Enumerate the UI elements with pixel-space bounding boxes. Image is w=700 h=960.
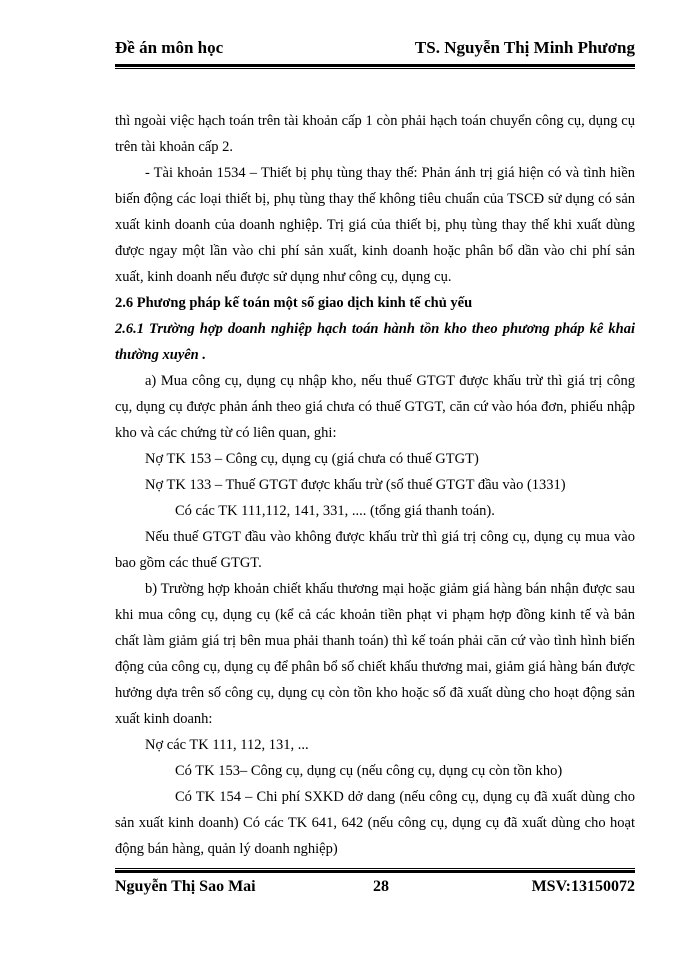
paragraph-a: a) Mua công cụ, dụng cụ nhập kho, nếu thuế GTGT được khấu trừ thì giá trị công cụ, dụng cụ được phản ánh theo giá chưa có thuế GTGT, căn cứ vào hóa đơn, phiếu nhập kho và các chứng từ có liên quan, ghi: xyxy=(115,373,635,441)
entry-co-tk111: Có các TK 111,112, 141, 331, .... (tổng giá thanh toán). xyxy=(175,503,495,519)
page-footer xyxy=(115,878,635,902)
entry-no-tk153: Nợ TK 153 – Công cụ, dụng cụ (giá chưa có thuế GTGT) xyxy=(145,451,479,467)
entry-co-tk154: Có TK 154 – Chi phí SXKD dở dang (nếu công cụ, dụng cụ đã xuất dùng cho sản xuất kinh doanh) Có các TK 641, 642 (nếu công cụ, dụng cụ đã xuất dùng cho hoạt động bán hàng, quản lý doanh nghiệp) xyxy=(115,789,635,857)
paragraph-b: b) Trường hợp khoản chiết khấu thương mại hoặc giảm giá hàng bán nhận được sau khi mua công cụ, dụng cụ (kể cả các khoản tiền phạt vi phạm hợp đồng kinh tế và bản chất làm giảm giá trị bên mua phải thanh toán) thì kế toán phải căn cứ vào tình hình biến động của công cụ, dụng cụ để phân bổ số chiết khấu thương mai, giảm giá hàng bán được hưởng dựa trên số công cụ, dụng cụ còn tồn kho hoặc số đã xuất dùng cho hoạt động sản xuất kinh doanh: xyxy=(115,581,635,727)
entry-no-tk111: Nợ các TK 111, 112, 131, ... xyxy=(145,737,309,753)
header-supervisor: TS. Nguyễn Thị Minh Phương xyxy=(414,38,635,57)
header-course-title: Đề án môn học xyxy=(115,38,224,57)
entry-co-tk153: Có TK 153– Công cụ, dụng cụ (nếu công cụ, dụng cụ còn tồn kho) xyxy=(175,763,563,779)
student-id: MSV:13150072 xyxy=(531,878,635,895)
page-header xyxy=(115,38,635,62)
document-body xyxy=(115,108,635,862)
subsection-heading-2-6-1: 2.6.1 Trường hợp doanh nghiệp hạch toán hành tồn kho theo phương pháp kê khai thường xuyên . xyxy=(115,321,635,363)
entry-no-tk133: Nợ TK 133 – Thuế GTGT được khấu trừ (số thuế GTGT đầu vào (1331) xyxy=(145,477,566,493)
paragraph-vat-note: Nếu thuế GTGT đầu vào không được khấu trừ thì giá trị công cụ, dụng cụ mua vào bao gồm các thuế GTGT. xyxy=(115,529,635,571)
footer-rule-thick xyxy=(115,870,635,873)
footer-rule-thin xyxy=(115,868,635,869)
section-heading-2-6: 2.6 Phương pháp kế toán một số giao dịch kinh tế chủ yếu xyxy=(115,295,473,311)
paragraph-continuation: thì ngoài việc hạch toán trên tài khoản cấp 1 còn phải hạch toán chuyển công cụ, dụng cụ trên tài khoản cấp 2. xyxy=(115,113,635,155)
paragraph-tk1534: - Tài khoản 1534 – Thiết bị phụ tùng thay thế: Phản ánh trị giá hiện có và tình hiền biến động các loại thiết bị, phụ tùng thay thế không tiêu chuẩn của TSCĐ sử dụng có sản xuất kinh doanh của doanh nghiệp. Trị giá của thiết bị, phụ tùng thay thế khi xuất dùng được ngay một lần vào chi phí sản xuất, kinh doanh hoặc phân bổ dần vào chi phí sản xuất, kinh doanh nếu được sử dụng như công cụ, dụng cụ. xyxy=(115,165,635,285)
footer-author: Nguyễn Thị Sao Mai xyxy=(115,878,256,895)
header-rule-thick xyxy=(115,64,635,67)
page-number: 28 xyxy=(373,878,389,895)
header-rule-thin xyxy=(115,68,635,69)
